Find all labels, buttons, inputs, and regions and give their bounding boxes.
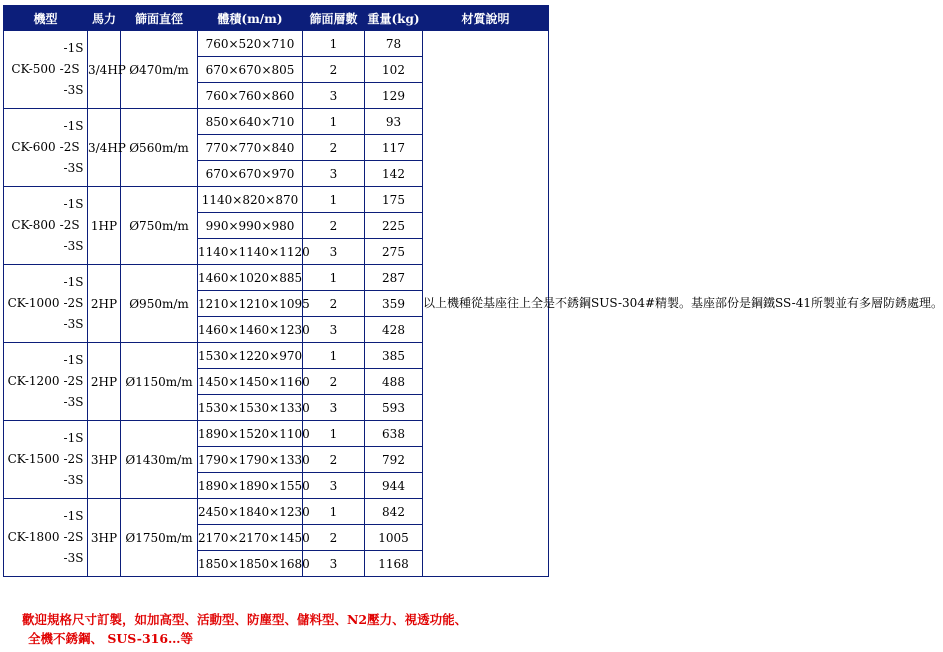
model-variant: -2S [63, 296, 84, 310]
volume-cell: 1530×1530×1330 [198, 395, 303, 421]
weight-cell: 102 [365, 57, 423, 83]
diameter-cell: Ø950m/m [121, 265, 198, 343]
volume-cell: 1460×1460×1230 [198, 317, 303, 343]
weight-cell: 428 [365, 317, 423, 343]
header-volume: 體積(m/m) [198, 6, 303, 31]
layers-cell: 3 [303, 551, 365, 577]
layers-cell: 1 [303, 109, 365, 135]
model-variant: -3S [63, 317, 84, 331]
model-variant: -3S [63, 551, 84, 565]
layers-cell: 1 [303, 31, 365, 57]
weight-cell: 385 [365, 343, 423, 369]
weight-cell: 792 [365, 447, 423, 473]
weight-cell: 359 [365, 291, 423, 317]
diameter-cell: Ø750m/m [121, 187, 198, 265]
model-variant: -2S [63, 530, 84, 544]
model-variant: -3S [63, 83, 84, 97]
model-name: CK-1200 [7, 374, 60, 388]
layers-cell: 3 [303, 161, 365, 187]
model-variant: -1S [63, 431, 84, 445]
model-name: CK-1800 [7, 530, 60, 544]
layers-cell: 3 [303, 317, 365, 343]
layers-cell: 1 [303, 421, 365, 447]
model-cell [4, 31, 88, 109]
model-variant: -1S [63, 119, 84, 133]
model-cell [4, 109, 88, 187]
volume-cell: 1140×1140×1120 [198, 239, 303, 265]
model-cell [4, 421, 88, 499]
model-name-line [4, 59, 87, 80]
diameter-cell: Ø560m/m [121, 109, 198, 187]
model-variant: -3S [63, 239, 84, 253]
weight-cell: 78 [365, 31, 423, 57]
model-name-line [4, 371, 87, 392]
volume-cell: 1890×1520×1100 [198, 421, 303, 447]
model-variant: -3S [63, 473, 84, 487]
header-model: 機型 [4, 6, 88, 31]
volume-cell: 1450×1450×1160 [198, 369, 303, 395]
volume-cell: 670×670×805 [198, 57, 303, 83]
header-material: 材質說明 [423, 6, 549, 31]
volume-cell: 760×520×710 [198, 31, 303, 57]
table-header-row [4, 6, 549, 31]
model-variant: -1S [63, 41, 84, 55]
weight-cell: 275 [365, 239, 423, 265]
layers-cell: 1 [303, 187, 365, 213]
weight-cell: 944 [365, 473, 423, 499]
horsepower-cell: 2HP [88, 343, 121, 421]
model-variant: -2S [59, 62, 80, 76]
model-variant: -2S [63, 374, 84, 388]
model-variant: -2S [59, 140, 80, 154]
weight-cell: 175 [365, 187, 423, 213]
header-weight: 重量(kg) [365, 6, 423, 31]
model-cell [4, 499, 88, 577]
model-name: CK-800 [11, 218, 56, 232]
weight-cell: 1168 [365, 551, 423, 577]
header-horsepower: 馬力 [88, 6, 121, 31]
horsepower-cell: 1HP [88, 187, 121, 265]
model-variant: -3S [63, 395, 84, 409]
weight-cell: 117 [365, 135, 423, 161]
horsepower-cell: 3/4HP [88, 109, 121, 187]
volume-cell: 990×990×980 [198, 213, 303, 239]
horsepower-cell: 3HP [88, 499, 121, 577]
volume-cell: 850×640×710 [198, 109, 303, 135]
model-cell [4, 265, 88, 343]
footer-line: 全機不銹鋼、 SUS-316…等 [28, 631, 194, 646]
model-variant: -1S [63, 197, 84, 211]
model-name: CK-500 [11, 62, 56, 76]
weight-cell: 225 [365, 213, 423, 239]
volume-cell: 770×770×840 [198, 135, 303, 161]
model-name-line [4, 449, 87, 470]
model-name: CK-1000 [7, 296, 60, 310]
model-variant: -2S [63, 452, 84, 466]
volume-cell: 760×760×860 [198, 83, 303, 109]
volume-cell: 1850×1850×1680 [198, 551, 303, 577]
model-name-line [4, 215, 87, 236]
weight-cell: 488 [365, 369, 423, 395]
model-variant: -3S [63, 161, 84, 175]
diameter-cell: Ø1430m/m [121, 421, 198, 499]
weight-cell: 129 [365, 83, 423, 109]
volume-cell: 1790×1790×1330 [198, 447, 303, 473]
horsepower-cell: 2HP [88, 265, 121, 343]
model-name-line [4, 293, 87, 314]
layers-cell: 1 [303, 265, 365, 291]
model-name-line [4, 527, 87, 548]
model-name: CK-1500 [7, 452, 60, 466]
model-cell [4, 343, 88, 421]
layers-cell: 3 [303, 239, 365, 265]
model-variant: -1S [63, 275, 84, 289]
model-variant: -1S [63, 509, 84, 523]
table-row [4, 31, 549, 57]
layers-cell: 2 [303, 525, 365, 551]
model-variant: -1S [63, 353, 84, 367]
model-name: CK-600 [11, 140, 56, 154]
weight-cell: 593 [365, 395, 423, 421]
volume-cell: 2450×1840×1230 [198, 499, 303, 525]
layers-cell: 3 [303, 473, 365, 499]
volume-cell: 670×670×970 [198, 161, 303, 187]
layers-cell: 3 [303, 395, 365, 421]
header-layers: 篩面層數 [303, 6, 365, 31]
model-variant: -2S [59, 218, 80, 232]
layers-cell: 2 [303, 57, 365, 83]
weight-cell: 638 [365, 421, 423, 447]
layers-cell: 2 [303, 291, 365, 317]
spec-table [3, 5, 943, 577]
horsepower-cell: 3/4HP [88, 31, 121, 109]
footer-line: 歡迎規格尺寸訂製，如加高型、活動型、防塵型、儲料型、N2壓力、視透功能、 [22, 612, 468, 627]
volume-cell: 2170×2170×1450 [198, 525, 303, 551]
custom-order-note [22, 610, 532, 648]
layers-cell: 3 [303, 83, 365, 109]
layers-cell: 2 [303, 135, 365, 161]
layers-cell: 1 [303, 343, 365, 369]
diameter-cell: Ø1150m/m [121, 343, 198, 421]
horsepower-cell: 3HP [88, 421, 121, 499]
layers-cell: 2 [303, 369, 365, 395]
weight-cell: 142 [365, 161, 423, 187]
layers-cell: 1 [303, 499, 365, 525]
volume-cell: 1890×1890×1550 [198, 473, 303, 499]
weight-cell: 842 [365, 499, 423, 525]
weight-cell: 93 [365, 109, 423, 135]
header-diameter: 篩面直徑 [121, 6, 198, 31]
layers-cell: 2 [303, 447, 365, 473]
volume-cell: 1140×820×870 [198, 187, 303, 213]
volume-cell: 1530×1220×970 [198, 343, 303, 369]
weight-cell: 287 [365, 265, 423, 291]
model-cell [4, 187, 88, 265]
weight-cell: 1005 [365, 525, 423, 551]
diameter-cell: Ø470m/m [121, 31, 198, 109]
volume-cell: 1460×1020×885 [198, 265, 303, 291]
model-name-line [4, 137, 87, 158]
diameter-cell: Ø1750m/m [121, 499, 198, 577]
layers-cell: 2 [303, 213, 365, 239]
material-note: 以上機種從基座往上全是不銹鋼SUS-304#精製。基座部份是鋼鐵SS-41所製並有多層防銹處理。 [423, 31, 549, 577]
volume-cell: 1210×1210×1095 [198, 291, 303, 317]
